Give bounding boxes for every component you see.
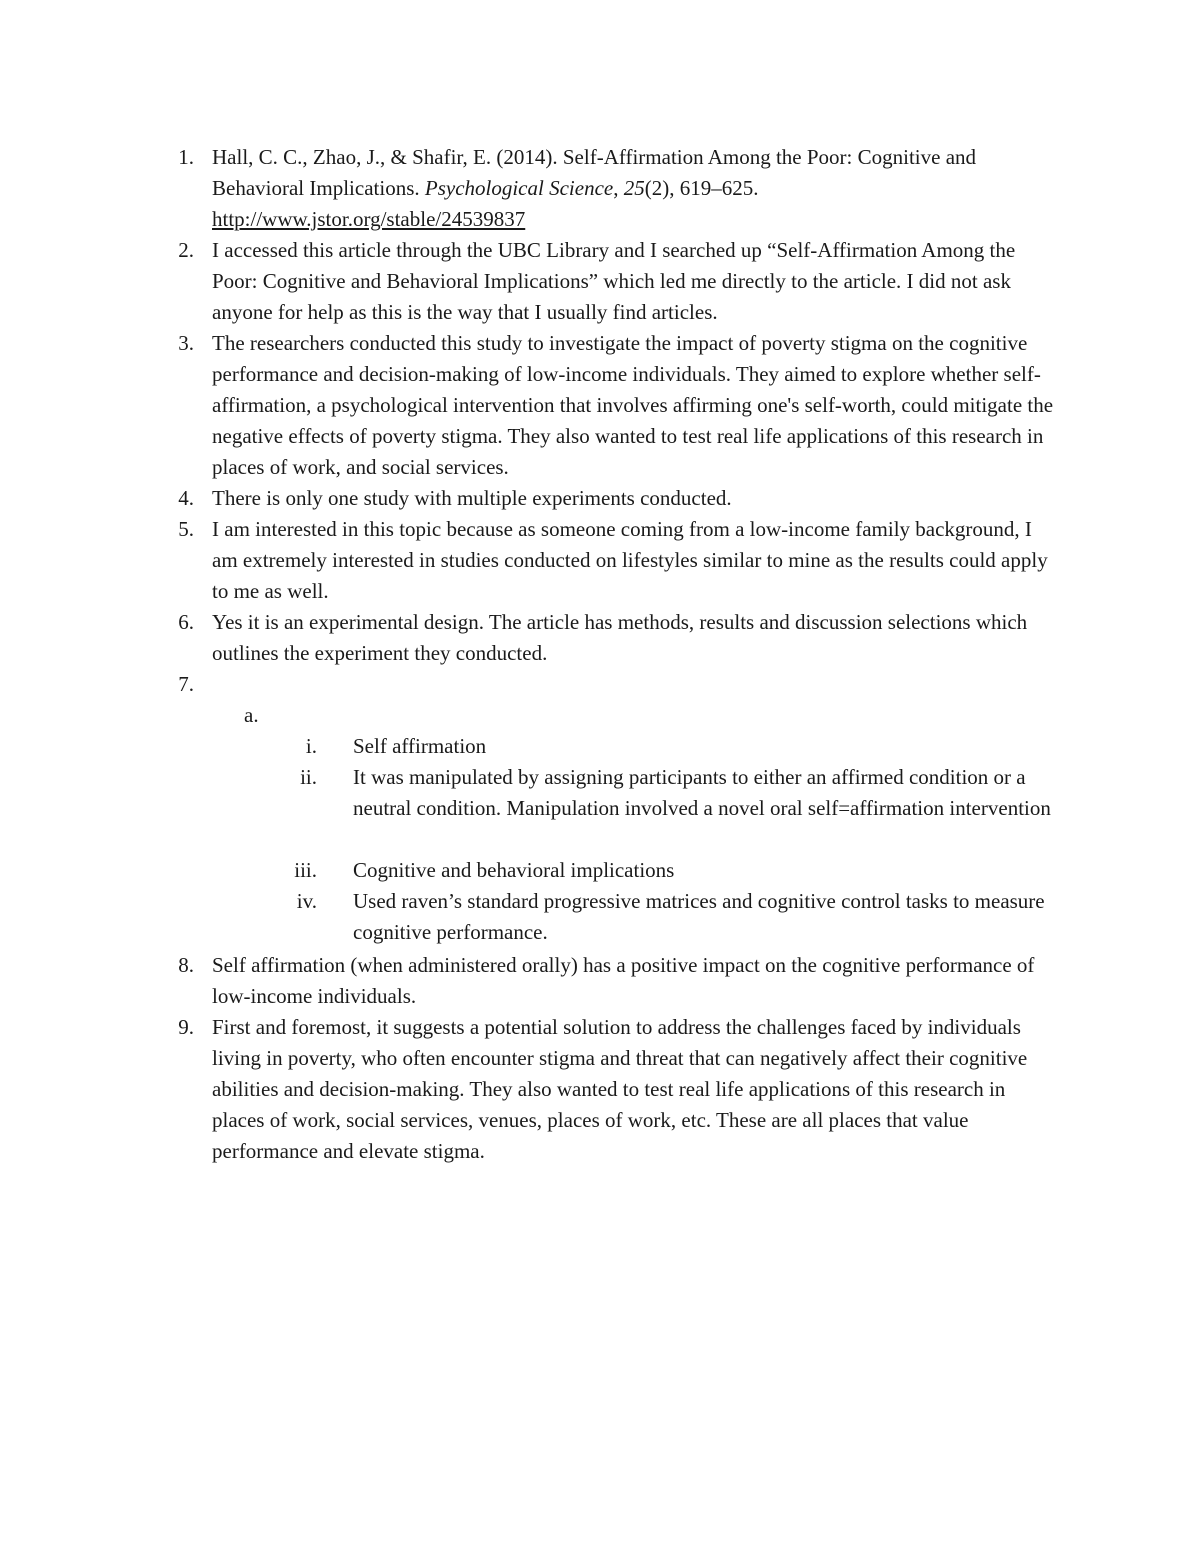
list-number: 1. (178, 145, 194, 169)
list-item-text: I accessed this article through the UBC Library and I searched up “Self-Affirmation Among the Poor: Cognitive and Behavioral Implications” which led me directly to the article. I did not ask anyone for help as this is the way that I usually find articles. (212, 238, 1016, 324)
list-number: 7. (178, 672, 194, 696)
list-number: 6. (178, 610, 194, 634)
citation-url-link[interactable]: http://www.jstor.org/stable/24539837 (212, 207, 526, 231)
roman-label: iii. (294, 858, 317, 882)
list-item-text: Yes it is an experimental design. The article has methods, results and discussion selections which outlines the experiment they conducted. (212, 610, 1028, 665)
list-number: 9. (178, 1015, 194, 1039)
list-item-text: There is only one study with multiple experiments conducted. (212, 486, 732, 510)
citation-volume: 25 (623, 176, 645, 200)
sub-item-label: a. (244, 703, 259, 727)
roman-item-text: Self affirmation (353, 734, 487, 758)
roman-label: ii. (300, 765, 317, 789)
list-item-text: The researchers conducted this study to investigate the impact of poverty stigma on the cognitive performance and decision-making of low-income individuals. They aimed to explore whether self-affirmation, a psychological intervention that involves affirming one's self-worth, could mitigate the negative effects of poverty stigma. They also wanted to test real life applications of this research in places of work, and social services. (212, 331, 1054, 479)
roman-item-text: Cognitive and behavioral implications (353, 858, 675, 882)
list-item-text: First and foremost, it suggests a potential solution to address the challenges faced by individuals living in poverty, who often encounter stigma and threat that can negatively affect their cognitive abilities and decision-making. They also wanted to test real life applications of this research in places of work, social services, venues, places of work, etc. These are all places that value performance and elevate stigma. (212, 1015, 1028, 1163)
list-number: 2. (178, 238, 194, 262)
list-number: 8. (178, 953, 194, 977)
roman-label: iv. (296, 889, 317, 913)
list-number: 3. (178, 331, 194, 355)
citation-separator: , (613, 176, 624, 200)
citation-pages: (2), 619–625. (644, 176, 759, 200)
roman-item-text: Used raven’s standard progressive matrices and cognitive control tasks to measure cognitive performance. (353, 889, 1045, 944)
roman-item-text: It was manipulated by assigning participants to either an affirmed condition or a neutral condition. Manipulation involved a novel oral self=affirmation intervention (353, 765, 1051, 820)
roman-label: i. (305, 734, 317, 758)
list-number: 4. (178, 486, 194, 510)
list-item-text: I am interested in this topic because as someone coming from a low-income family background, I am extremely interested in studies conducted on lifestyles similar to mine as the results could apply to me as well. (212, 517, 1048, 603)
list-item-text: Self affirmation (when administered orally) has a positive impact on the cognitive performance of low-income individuals. (212, 953, 1035, 1008)
citation-journal: Psychological Science (424, 176, 614, 200)
citation-authors-title: Hall, C. C., Zhao, J., & Shafir, E. (2014). Self-Affirmation Among the Poor: Cognitive and Behavioral Implications. (212, 145, 977, 200)
list-number: 5. (178, 517, 194, 541)
citation (212, 142, 1062, 235)
